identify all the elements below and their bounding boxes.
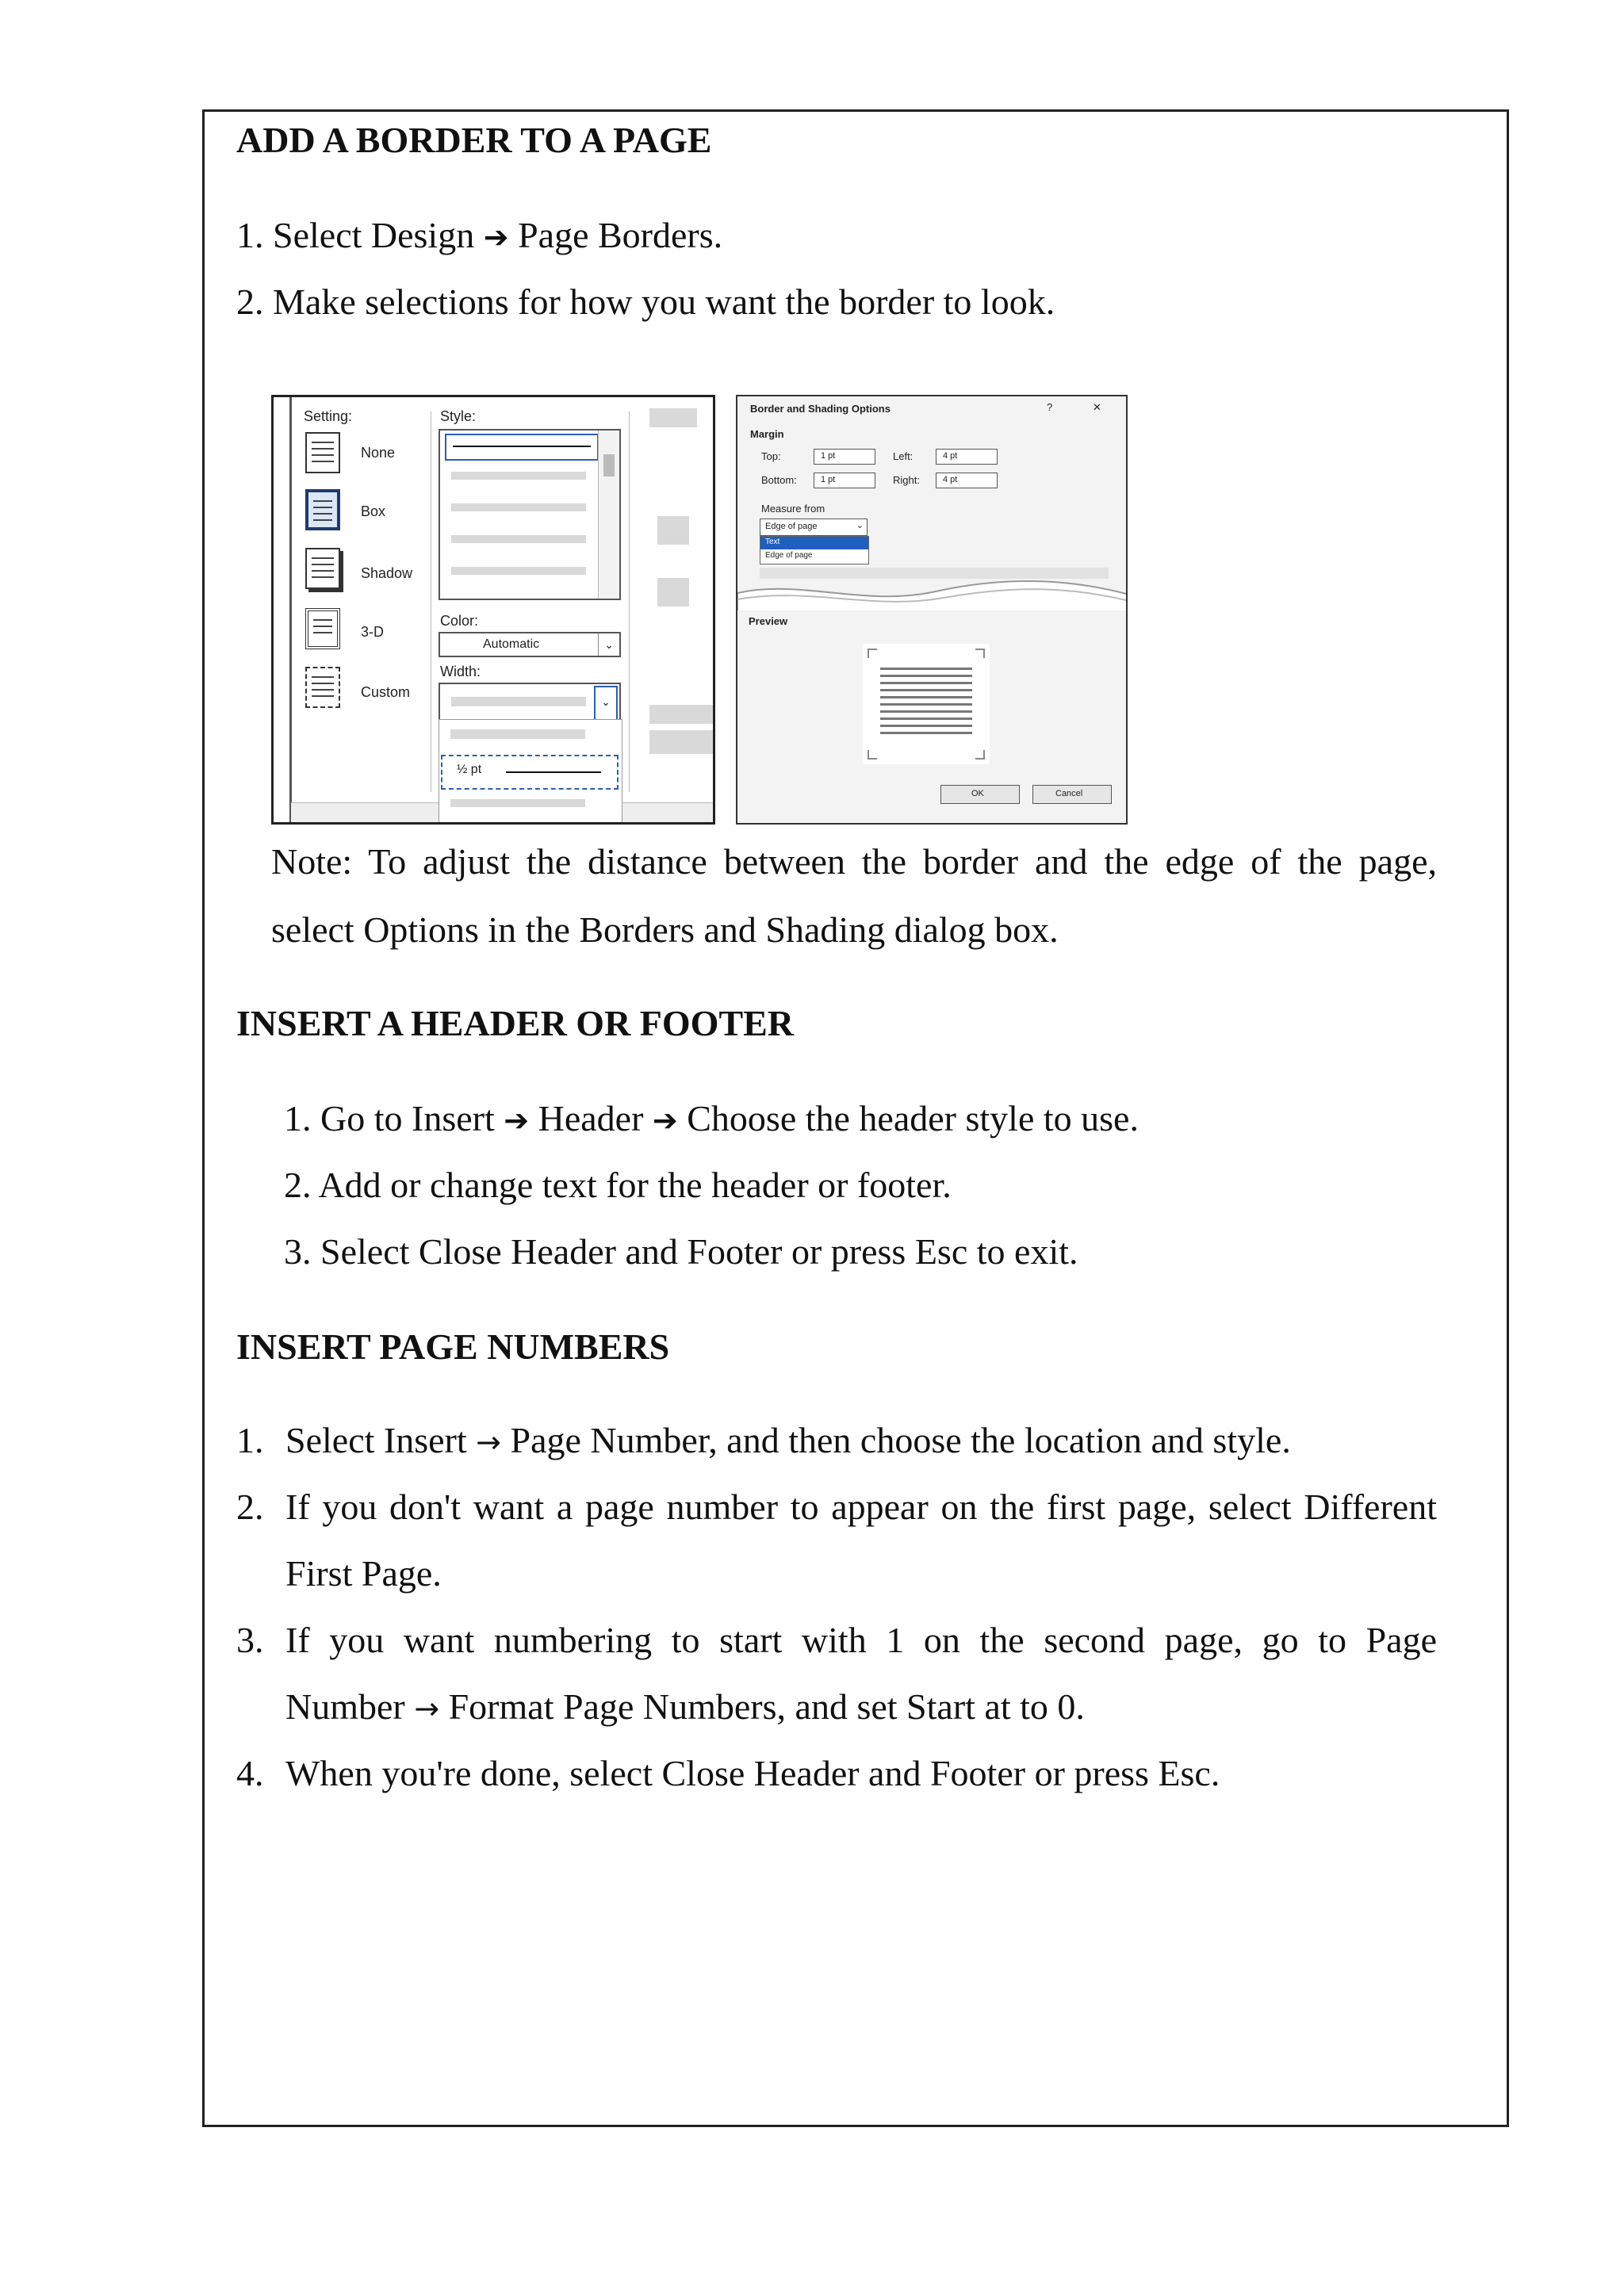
color-label: Color: [440,613,479,629]
dialog-title: Border and Shading Options [750,403,891,415]
arrow-icon: → [414,1691,440,1726]
page-num-step-2-line-1: If you don't want a page number to appear on the first page, select Different [285,1487,1437,1527]
left-label: Left: [893,450,914,462]
measure-from-dropdown[interactable] [760,536,869,564]
setting-box-icon[interactable] [305,489,340,530]
preview-label: Preview [749,615,788,627]
style-list[interactable] [439,429,621,600]
setting-custom-icon[interactable] [305,667,340,708]
setting-label: Setting: [304,408,353,424]
help-icon[interactable]: ? [1047,401,1053,413]
chevron-down-icon[interactable]: ⌄ [856,521,864,530]
arrow-icon: ➔ [504,1103,530,1138]
top-input[interactable]: 1 pt [814,449,875,465]
cancel-button[interactable]: Cancel [1032,785,1112,804]
setting-box-label: Box [361,503,386,519]
list-number-3: 3. [236,1620,264,1660]
chevron-down-icon[interactable]: ⌄ [594,686,618,721]
page-num-step-4: When you're done, select Close Header and Footer or press Esc. [285,1753,1220,1793]
setting-shadow-icon[interactable] [305,548,340,589]
note-line-2: select Options in the Borders and Shading dialog box. [271,909,1059,950]
width-label: Width: [440,664,481,679]
top-label: Top: [761,450,781,462]
left-input[interactable]: 4 pt [936,449,998,465]
option-text[interactable]: Text [760,537,868,549]
border-step-2: 2. Make selections for how you want the border to look. [236,281,1055,322]
page-num-step-1: Select Insert → Page Number, and then choose the location and style. [285,1420,1291,1460]
header-step-3: 3. Select Close Header and Footer or press Esc to exit. [284,1231,1078,1272]
bottom-input[interactable]: 1 pt [814,473,875,488]
page-num-step-3-line-2: Number → Format Page Numbers, and set Start at to 0. [285,1686,1085,1727]
heading-header-footer: INSERT A HEADER OR FOOTER [236,1003,795,1043]
heading-add-border: ADD A BORDER TO A PAGE [236,120,712,160]
right-input[interactable]: 4 pt [936,473,998,488]
border-step-1: 1. Select Design ➔ Page Borders. [236,215,723,255]
header-step-2: 2. Add or change text for the header or footer. [284,1165,952,1205]
color-value: Automatic [483,637,540,651]
torn-edge-graphic [737,576,1128,615]
right-label: Right: [893,474,920,486]
heading-page-numbers: INSERT PAGE NUMBERS [236,1326,670,1367]
page-num-step-3-line-1: If you want numbering to start with 1 on the second page, go to Page [285,1620,1437,1660]
color-select[interactable] [439,632,621,657]
note-line-1: Note: To adjust the distance between the border and the edge of the page, [271,841,1437,882]
chevron-down-icon[interactable]: ⌄ [598,633,619,656]
setting-none-icon[interactable] [305,432,340,473]
list-number-2: 2. [236,1487,264,1527]
measure-from-select[interactable]: Edge of page ⌄ [760,519,868,536]
borders-dialog-screenshot [271,395,715,825]
page-num-step-2-line-2: First Page. [285,1553,442,1594]
arrow-icon: ➔ [483,220,509,254]
arrow-icon: → [476,1425,501,1460]
width-dropdown-list[interactable] [439,719,622,825]
measure-from-label: Measure from [761,503,825,515]
list-number-1: 1. [236,1420,264,1460]
list-number-4: 4. [236,1753,264,1793]
setting-none-label: None [361,445,396,461]
setting-custom-label: Custom [361,684,411,700]
width-select[interactable] [439,683,621,721]
setting-shadow-label: Shadow [361,565,413,581]
preview-page [863,644,990,764]
style-label: Style: [440,408,477,424]
setting-3d-icon[interactable] [305,608,340,649]
option-edge-of-page[interactable]: Edge of page [765,551,813,560]
margin-label: Margin [750,428,784,440]
header-step-1: 1. Go to Insert ➔ Header ➔ Choose the header style to use. [284,1098,1139,1138]
ok-button[interactable]: OK [940,785,1020,804]
border-shading-options-dialog [736,395,1128,825]
bottom-label: Bottom: [761,474,797,486]
close-icon[interactable]: ✕ [1093,401,1101,413]
width-option-half-pt[interactable]: ½ pt [441,755,619,790]
arrow-icon: ➔ [652,1103,678,1138]
setting-3d-label: 3-D [361,624,385,640]
